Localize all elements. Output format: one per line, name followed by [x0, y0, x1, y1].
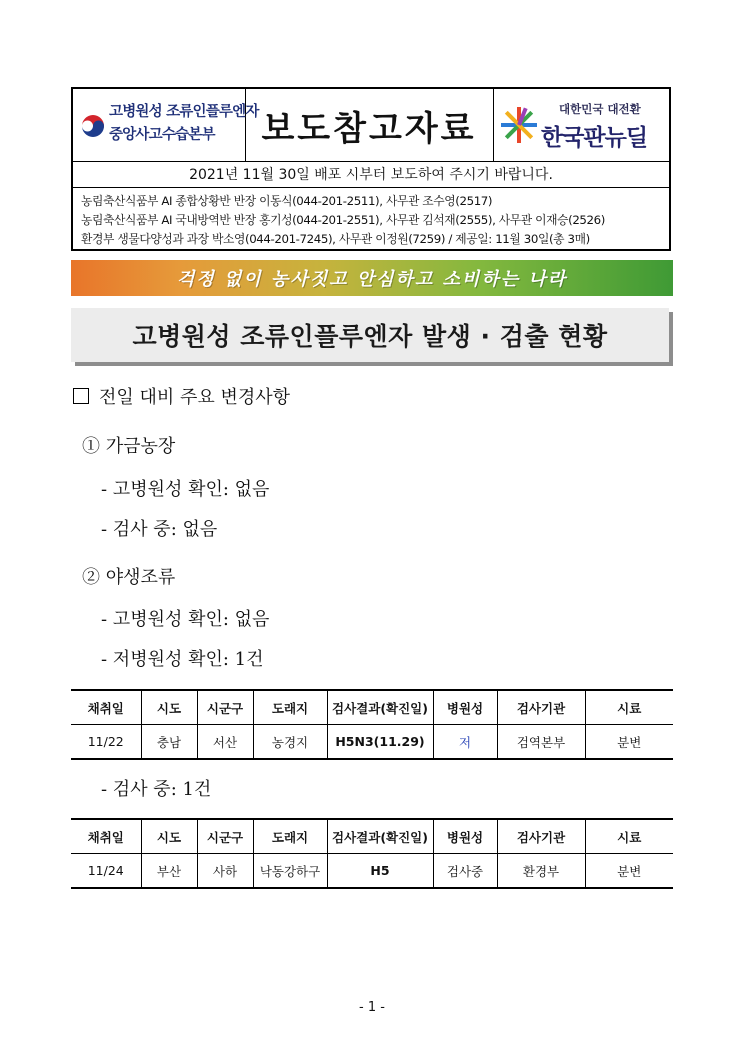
section-heading [73, 383, 290, 409]
org-line-1: 고병원성 조류인플루엔자 [109, 104, 259, 120]
government-emblem-icon [79, 108, 107, 142]
col-header: 채취일 [71, 690, 141, 725]
contact-line: 농림축산식품부 AI 종합상황반 반장 이동식(044-201-2511), 사무관 조수영(2517) [81, 194, 493, 208]
contact-line: 환경부 생물다양성과 과장 박소영(044-201-7245), 사무관 이정원(7259) / 제공일: 11월 30일(총 3매) [81, 232, 590, 246]
cell-agency: 환경부 [497, 854, 585, 889]
col-header: 시료 [585, 819, 673, 854]
newdeal-name: 한국판뉴딜 [541, 125, 648, 151]
col-header: 도래지 [253, 690, 327, 725]
section-heading-text: 전일 대비 주요 변경사항 [99, 387, 291, 408]
newdeal-logo-cell [493, 89, 669, 161]
wild-item-low-path: - 저병원성 확인: 1건 [101, 649, 264, 670]
cell-city: 서산 [197, 725, 253, 760]
col-header: 검사결과(확진일) [327, 690, 433, 725]
col-header: 병원성 [433, 819, 497, 854]
page-number: - 1 - [359, 1000, 385, 1015]
cell-pathogenicity: 검사중 [433, 854, 497, 889]
col-header: 시군구 [197, 690, 253, 725]
cell-city: 사하 [197, 854, 253, 889]
main-title-box [71, 308, 669, 362]
cell-pathogenicity: 저 [433, 725, 497, 760]
press-header-box [71, 87, 671, 251]
cell-result: H5N3(11.29) [327, 725, 433, 760]
contact-line: 농림축산식품부 AI 국내방역반 반장 홍기성(044-201-2551), 사무관 김석재(2555), 사무관 이재승(2526) [81, 213, 605, 227]
newdeal-star-icon [499, 105, 539, 145]
release-note: 2021년 11월 30일 배포 시부터 보도하여 주시기 바랍니다. [73, 161, 669, 188]
low-path-table [71, 689, 673, 760]
doc-type-title: 보도참고자료 [261, 108, 477, 149]
org-line-2: 중앙사고수습본부 [109, 127, 215, 143]
main-title: 고병원성 조류인플루엔자 발생 · 검출 현황 [132, 322, 608, 351]
col-header: 검사기관 [497, 819, 585, 854]
col-header: 검사기관 [497, 690, 585, 725]
cell-sample: 분변 [585, 854, 673, 889]
cell-site: 낙동강하구 [253, 854, 327, 889]
col-header: 병원성 [433, 690, 497, 725]
poultry-item-high-path: - 고병원성 확인: 없음 [101, 479, 270, 500]
cell-province: 충남 [141, 725, 197, 760]
newdeal-tagline: 대한민국 대전환 [559, 102, 641, 116]
wild-heading: ② 야생조류 [82, 567, 176, 588]
col-header: 채취일 [71, 819, 141, 854]
cell-site: 농경지 [253, 725, 327, 760]
slogan-banner [71, 260, 673, 296]
table-row [71, 854, 673, 889]
col-header: 도래지 [253, 819, 327, 854]
cell-date: 11/22 [71, 725, 141, 760]
table-row [71, 725, 673, 760]
wild-item-testing: - 검사 중: 1건 [101, 779, 212, 800]
doc-type-cell [245, 89, 494, 161]
slogan-text: 걱정 없이 농사짓고 안심하고 소비하는 나라 [176, 269, 568, 290]
cell-sample: 분변 [585, 725, 673, 760]
cell-date: 11/24 [71, 854, 141, 889]
poultry-item-testing: - 검사 중: 없음 [101, 519, 218, 540]
org-cell [73, 89, 259, 161]
checkbox-square-icon [73, 388, 89, 404]
col-header: 시도 [141, 690, 197, 725]
table-header-row [71, 690, 673, 725]
wild-item-high-path: - 고병원성 확인: 없음 [101, 609, 270, 630]
poultry-heading: ① 가금농장 [82, 436, 176, 457]
cell-province: 부산 [141, 854, 197, 889]
col-header: 시도 [141, 819, 197, 854]
cell-result: H5 [327, 854, 433, 889]
col-header: 검사결과(확진일) [327, 819, 433, 854]
cell-agency: 검역본부 [497, 725, 585, 760]
contact-list [81, 192, 666, 249]
header-top-row [73, 89, 669, 162]
table-header-row [71, 819, 673, 854]
testing-table [71, 818, 673, 889]
org-name [109, 101, 259, 147]
col-header: 시군구 [197, 819, 253, 854]
col-header: 시료 [585, 690, 673, 725]
